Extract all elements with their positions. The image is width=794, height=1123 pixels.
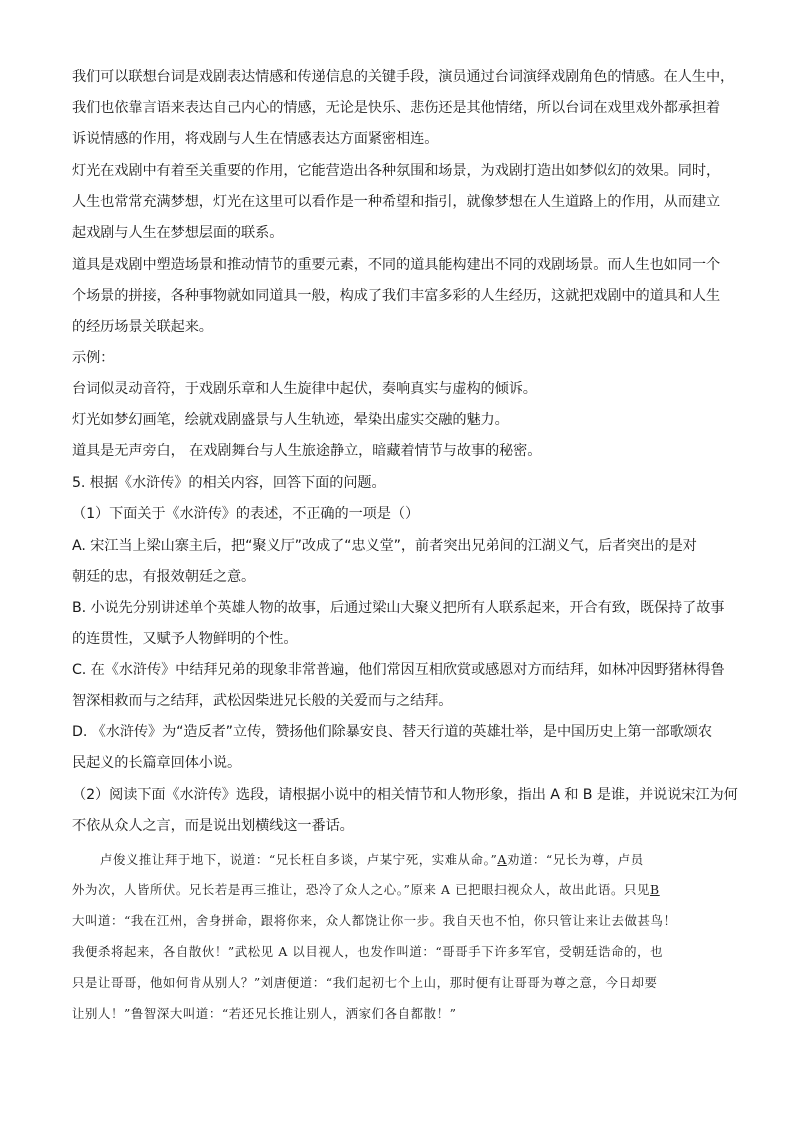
marker-b: B xyxy=(649,882,660,897)
option-c: C. 在《水浒传》中结拜兄弟的现象非常普遍，他们常因互相欣赏或感恩对方而结拜，如林冲因野猪林得鲁 xyxy=(72,662,725,678)
passage-line: 让别人！”鲁智深大叫道：“若还兄长推让别人，洒家们各自都散！” xyxy=(72,1006,457,1021)
text-line: 灯光在戏剧中有着至关重要的作用，它能营造出各种氛围和场景，为戏剧打造出如梦似幻的效果。同时， xyxy=(72,163,721,179)
passage-line: 大叫道：“我在江州，舍身拼命，跟将你来，众人都饶让你一步。我自天也不怕，你只管让来让去做甚鸟！ xyxy=(72,913,677,928)
passage-line: 我便杀将起来，各自散伙！”武松见 A 以目视人，也发作叫道：“哥哥手下许多军官，受朝廷诰命的，也 xyxy=(72,944,664,959)
option-b: B. 小说先分别讲述单个英雄人物的故事，后通过梁山大聚义把所有人联系起来，开合有致，既保持了故事 xyxy=(72,600,725,616)
question-2-cont: 不依从众人之言，而是说出划横线这一番话。 xyxy=(72,818,354,834)
example-line: 台词似灵动音符，于戏剧乐章和人生旋律中起伏，奏响真实与虚构的倾诉。 xyxy=(72,381,537,397)
option-c-cont: 智深相救而与之结拜，武松因柴进兄长般的关爱而与之结拜。 xyxy=(72,693,453,709)
question-2-stem: （2）阅读下面《水浒传》选段，请根据小说中的相关情节和人物形象，指出 A 和 B 是谁，并说说宋江为何 xyxy=(72,787,738,803)
example-line: 灯光如梦幻画笔，绘就戏剧盛景与人生轨迹，晕染出虚实交融的魅力。 xyxy=(72,412,509,428)
example-heading: 示例： xyxy=(72,350,115,366)
passage-line: 外为次，人皆所伏。兄长若是再三推让，恐冷了众人之心。”原来 A 已把眼扫视众人，故出此语。只见B xyxy=(72,882,660,897)
text-line: 诉说情感的作用，将戏剧与人生在情感表达方面紧密相连。 xyxy=(72,131,439,147)
passage-line: 只是让哥哥，他如何肯从别人？”刘唐便道：“我们起初七个上山，那时便有让哥哥为尊之意，今日却要 xyxy=(72,975,658,990)
question-title: 5. 根据《水浒传》的相关内容，回答下面的问题。 xyxy=(72,475,386,491)
text-line: 我们可以联想台词是戏剧表达情感和传递信息的关键手段，演员通过台词演绎戏剧角色的情感。在人生中， xyxy=(72,69,735,85)
text-line: 起戏剧与人生在梦想层面的联系。 xyxy=(72,225,284,241)
text-line: 我们也依靠言语来表达自己内心的情感，无论是快乐、悲伤还是其他情绪，所以台词在戏里戏外都承担着 xyxy=(72,100,721,116)
option-b-cont: 的连贯性，又赋予人物鲜明的个性。 xyxy=(72,631,298,647)
option-d: D. 《水浒传》为“造反者”立传，赞扬他们除暴安良、替天行道的英雄壮举，是中国历史上第一部歌颂农 xyxy=(72,724,712,740)
option-d-cont: 民起义的长篇章回体小说。 xyxy=(72,755,242,771)
text-line: 人生也常常充满梦想，灯光在这里可以看作是一种希望和指引，就像梦想在人生道路上的作用，从而建立 xyxy=(72,194,721,210)
option-a: A. 宋江当上梁山寨主后，把“聚义厅”改成了“忠义堂”，前者突出兄弟间的江湖义气，后者突出的是对 xyxy=(72,538,697,554)
option-a-cont: 朝廷的忠，有报效朝廷之意。 xyxy=(72,569,256,585)
example-line: 道具是无声旁白， 在戏剧舞台与人生旅途静立，暗藏着情节与故事的秘密。 xyxy=(72,443,542,459)
passage-line: 卢俊义推让拜于地下，说道：“兄长枉自多谈，卢某宁死，实难从命。”A劝道：“兄长为尊，卢员 xyxy=(100,852,644,867)
text-line: 个场景的拼接，各种事物就如同道具一般，构成了我们丰富多彩的人生经历，这就把戏剧中的道具和人生 xyxy=(72,288,721,304)
marker-a: A xyxy=(497,852,507,867)
question-stem: （1）下面关于《水浒传》的表述，不正确的一项是（） xyxy=(72,506,420,522)
text-line: 道具是戏剧中塑造场景和推动情节的重要元素，不同的道具能构建出不同的戏剧场景。而人生也如同一个 xyxy=(72,257,721,273)
text-line: 的经历场景关联起来。 xyxy=(72,319,213,335)
